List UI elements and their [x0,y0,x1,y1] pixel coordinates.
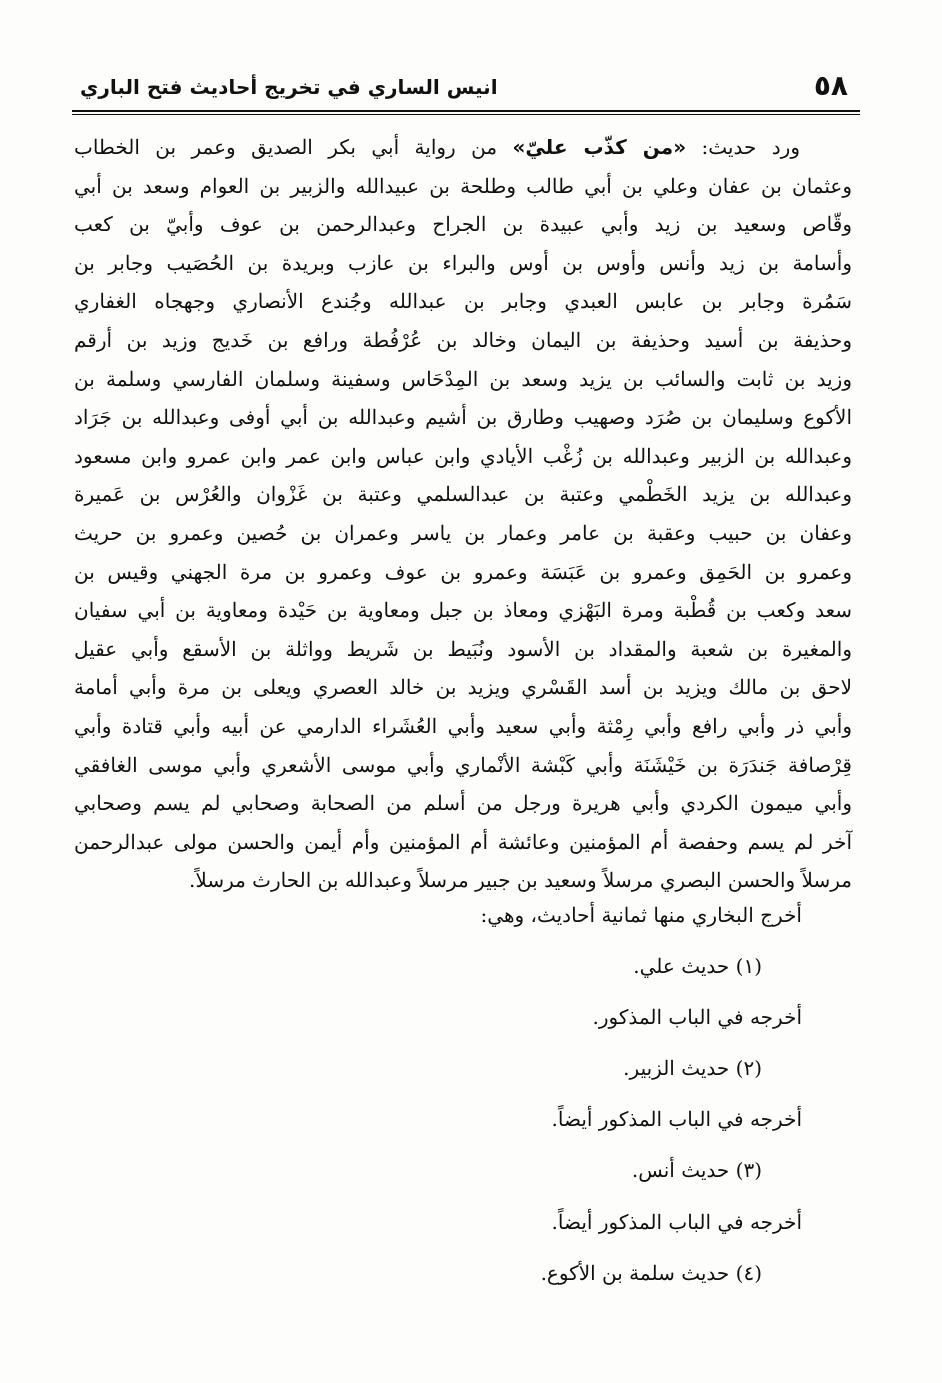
bukhari-hadith-list [202,895,802,1304]
hadith-title: «من كذّب عليّ» [512,135,687,159]
paragraph-line: الأكوع وسليمان بن صُرَد وصهيب وطارق بن أشيم وعبدالله بن أبي أوفى وعبدالله بن جَرَاد [74,405,852,430]
list-item-heading: (٣) حديث أنس. [631,1158,762,1183]
list-item-note: أخرجه في الباب المذكور أيضاً. [551,1209,802,1234]
paragraph-intro: ورد حديث: [701,135,800,159]
paragraph-line: وزيد بن ثابت والسائب بن يزيد وسعد بن المِدْحَاس وسفينة وسلمان الفارسي وسلمة بن [74,366,852,391]
list-intro: أخرج البخاري منها ثمانية أحاديث، وهي: [480,903,802,927]
list-item-heading: (١) حديث علي. [633,954,762,979]
list-item-heading: (٤) حديث سلمة بن الأكوع. [540,1260,762,1285]
list-item-heading: (٢) حديث الزبير. [623,1056,762,1081]
page-number: ٥٨ [813,69,848,102]
paragraph-line-text: من رواية أبي بكر الصديق وعمر بن الخطاب [74,135,498,159]
paragraph-line: وأسامة بن زيد وأنس وأوس بن أوس والبراء بن عازب وبريدة بن الحُصَيب وجابر بن [74,250,852,275]
page-header [72,66,860,106]
paragraph-line: سَمُرة وجابر بن عابس العبدي وجابر بن عبدالله وجُندع الأنصاري وجهجاه الغفاري [74,289,852,314]
book-title: انيس الساري في تخريج أحاديث فتح الباري [80,75,498,99]
header-divider [72,110,860,112]
paragraph-line: وحذيفة بن أسيد وحذيفة بن اليمان وخالد بن عُرْفُطة ورافع بن خَديج وزيد بن أرقم [74,327,852,352]
header-divider-thin [72,114,860,115]
paragraph-line: وأبي ميمون الكردي وأبي هريرة ورجل من أسلم من الصحابة وصحابي لم يسم وصحابي [74,791,852,816]
paragraph-line: وأبي ذر وأبي رافع وأبي رِمْثة وأبي سعيد وأبي العُشَراء الدارمي عن أبيه وأبي قتادة وأبي [74,713,852,738]
paragraph-line: سعد وكعب بن قُطْبة ومرة البَهْزي ومعاذ بن جبل ومعاوية بن حَيْدة ومعاوية بن أبي سفيان [74,598,852,623]
paragraph-line: وعبدالله بن الزبير وعبدالله بن زُغْب الأيادي وابن عباس وابن عمر وابن عمرو وابن مسعود [74,443,852,468]
paragraph-line: آخر لم يسم وحفصة أم المؤمنين وعائشة أم المؤمنين وأم أيمن والحسن مولى عبدالرحمن [74,829,852,854]
paragraph-line: وعمرو بن الحَمِق وعمرو بن عَبَسَة وعمرو بن عوف وعمرو بن مرة الجهني وقيس بن [74,559,852,584]
list-item-note: أخرجه في الباب المذكور أيضاً. [551,1107,802,1132]
paragraph-line: وعبدالله بن يزيد الخَطْمي وعتبة بن عبدالسلمي وعتبة بن غَزْوان والعُرْس بن عَميرة [74,482,852,507]
paragraph-line: قِرْصافة جَندَرَة بن خَيْشَنَة وأبي كَبْشة الأنْماري وأبي موسى الأشعري وأبي موسى الغافقي [74,752,852,777]
paragraph-line: لاحق بن مالك ويزيد بن أسد القَسْري ويزيد بن خالد العصري ويعلى بن مرة وأبي أمامة [74,675,852,700]
list-item-note: أخرجه في الباب المذكور. [592,1005,802,1030]
paragraph-line: وعفان بن حبيب وعقبة بن عامر وعمار بن ياسر وعمران بن حُصين وعمرو بن حريث [74,520,852,545]
paragraph-line: مرسلاً والحسن البصري مرسلاً وسعيد بن جبير مرسلاً وعبدالله بن الحارث مرسلاً. [189,868,852,893]
paragraph-line: والمغيرة بن شعبة والمقداد بن الأسود ونُبَيط بن شَريط وواثلة بن الأسقع وأبي عقيل [74,636,852,661]
paragraph-line [74,128,852,167]
paragraph-line: وقّاص وسعيد بن زيد وأبي عبيدة بن الجراح وعبدالرحمن بن عوف وأبيّ بن كعب [74,212,852,237]
paragraph-line: وعثمان بن عفان وعلي بن أبي طالب وطلحة بن عبيدالله والزبير بن العوام وسعد بن أبي [74,173,852,198]
narrators-paragraph [74,128,852,900]
